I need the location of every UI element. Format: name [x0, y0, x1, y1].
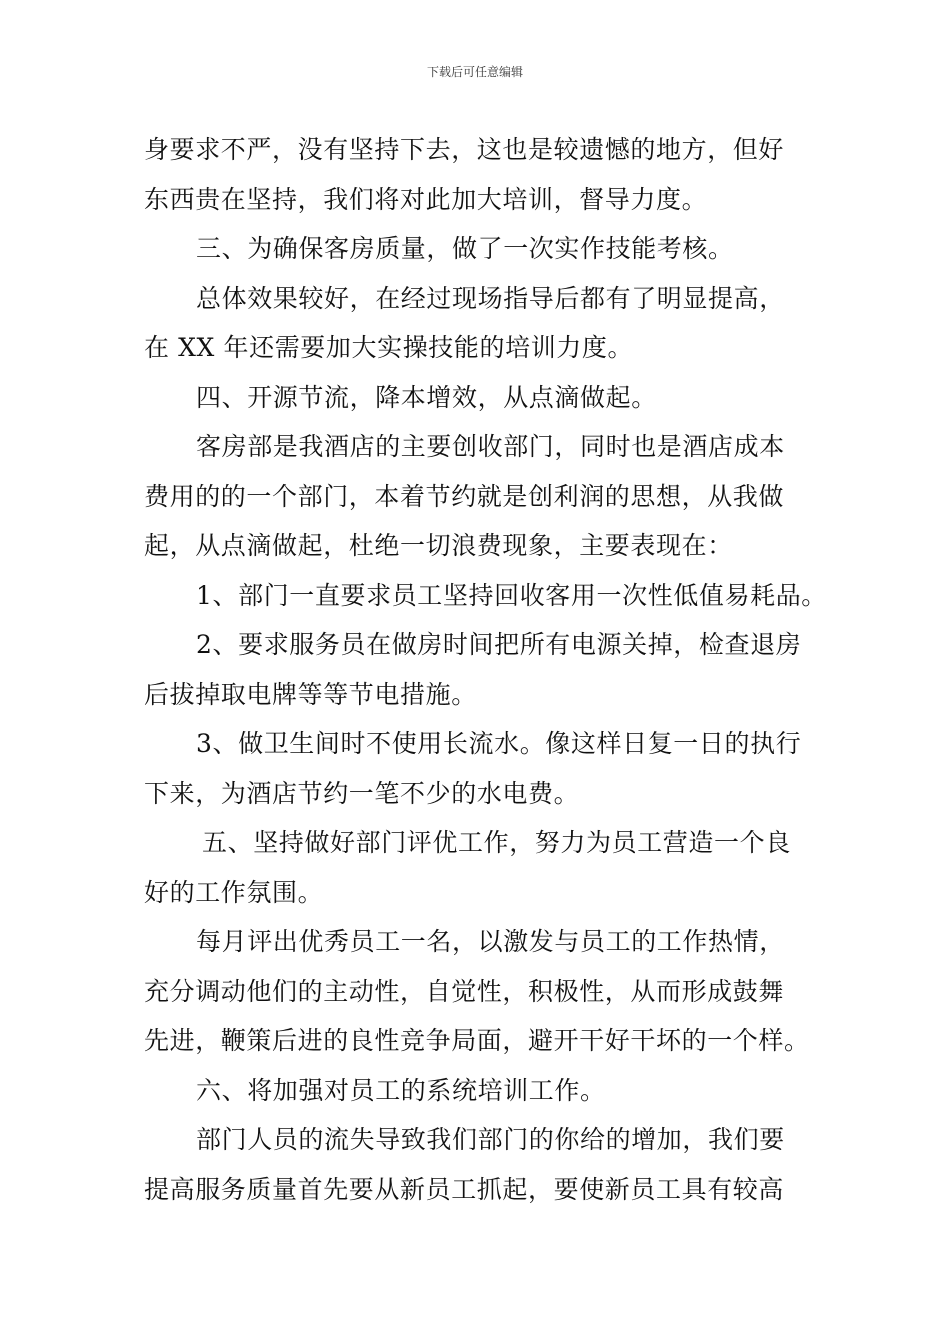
text-line: 在 XX 年还需要加大实操技能的培训力度。 [144, 333, 634, 362]
text-line: 总体效果较好，在经过现场指导后都有了明显提高， [196, 283, 785, 313]
document-body [144, 125, 827, 1214]
text-line: 客房部是我酒店的主要创收部门，同时也是酒店成本 [196, 432, 785, 461]
section-heading: 五、坚持做好部门评优工作，努力为员工营造一个良 [202, 828, 791, 857]
text-line: 东西贵在坚持，我们将对此加大培训，督导力度。 [144, 184, 708, 214]
text-line: 起，从点滴做起，杜绝一切浪费现象，主要表现在： [144, 531, 733, 560]
text-line: 充分调动他们的主动性，自觉性，积极性，从而形成鼓舞 [144, 976, 785, 1006]
text-line: 下来，为酒店节约一笔不少的水电费。 [144, 778, 580, 808]
text-line: 好的工作氛围。 [144, 877, 324, 907]
text-line: 费用的的一个部门，本着节约就是创利润的思想，从我做 [144, 481, 785, 511]
text-line: 提高服务质量首先要从新员工抓起，要使新员工具有较高 [144, 1174, 785, 1204]
list-item: 2、要求服务员在做房时间把所有电源关掉，检查退房 [196, 630, 802, 659]
text-line: 身要求不严，没有坚持下去，这也是较遗憾的地方，但好 [144, 135, 785, 164]
text-line: 每月评出优秀员工一名，以激发与员工的工作热情， [196, 927, 785, 956]
text-line: 先进，鞭策后进的良性竞争局面，避开干好干坏的一个样。 [144, 1026, 810, 1055]
section-heading: 六、将加强对员工的系统培训工作。 [196, 1075, 606, 1105]
text-line: 后拔掉取电牌等等节电措施。 [144, 679, 477, 709]
section-heading: 三、为确保客房质量，做了一次实作技能考核。 [196, 234, 734, 263]
text-line: 部门人员的流失导致我们部门的你给的增加，我们要 [196, 1125, 785, 1154]
list-item: 1、部门一直要求员工坚持回收客用一次性低值易耗品。 [196, 580, 827, 610]
section-heading: 四、开源节流，降本增效，从点滴做起。 [196, 382, 657, 412]
page-header: 下载后可任意编辑 [426, 65, 523, 79]
list-item: 3、做卫生间时不使用长流水。像这样日复一日的执行 [196, 729, 802, 758]
